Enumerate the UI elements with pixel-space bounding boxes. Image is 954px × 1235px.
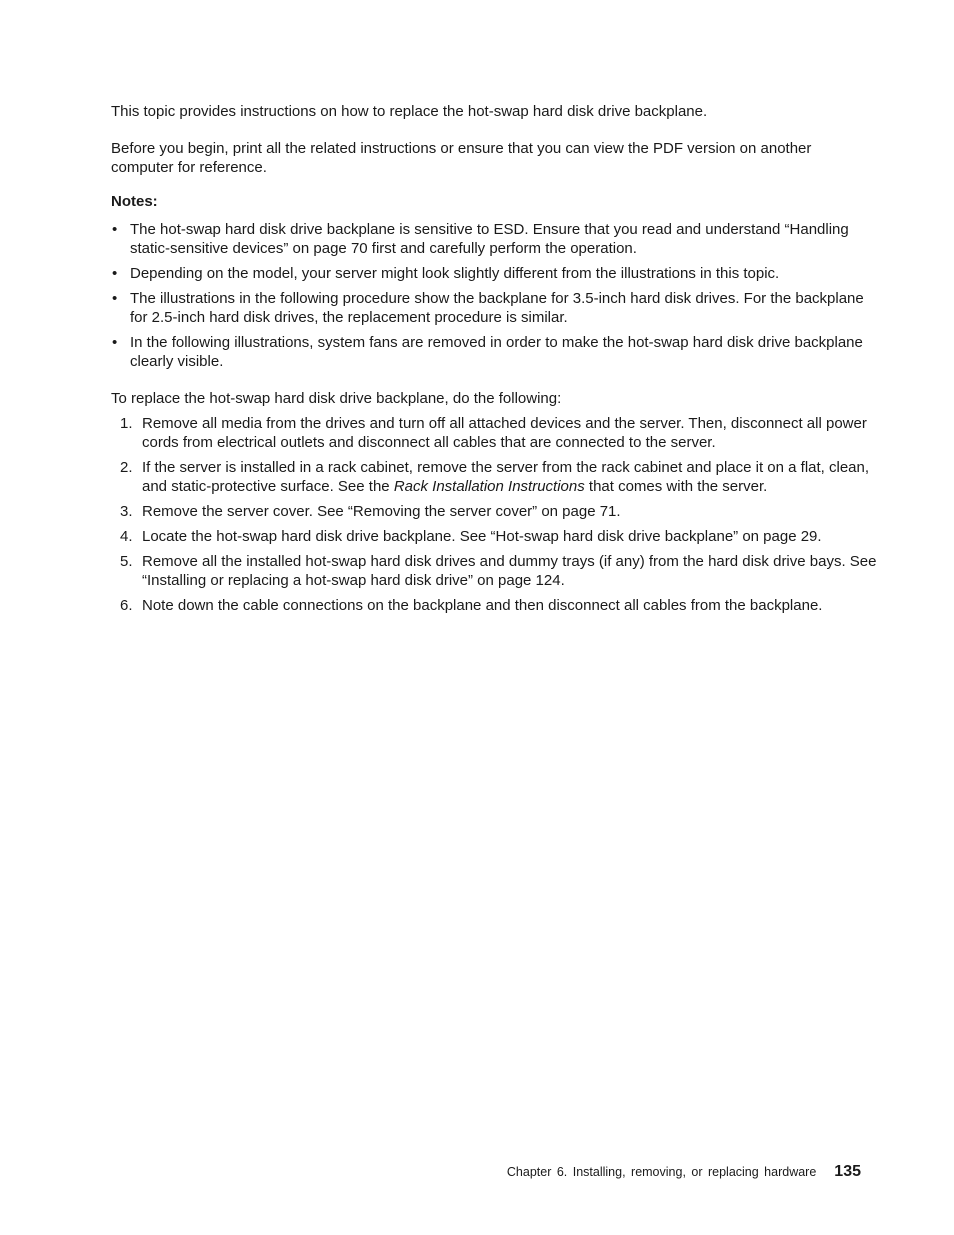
list-item (111, 414, 881, 452)
step-text-before: If the server is installed in a rack cabinet, remove the server from the rack cabinet and place it on a flat, clean, and static-protective surface. See the (142, 459, 870, 495)
intro-paragraph: This topic provides instructions on how to replace the hot-swap hard disk drive backplane. (111, 103, 708, 120)
step-number: 1. (120, 415, 133, 432)
list-item (111, 552, 881, 590)
bullet-icon: • (112, 265, 118, 282)
list-item (111, 220, 871, 258)
step-text-after: that comes with the server. (584, 478, 768, 495)
note-text: In the following illustrations, system fans are removed in order to make the hot-swap hard disk drive backplane clearly visible. (130, 334, 863, 370)
step-text: Remove the server cover. See “Removing the server cover” on page 71. (142, 503, 621, 520)
list-item (111, 502, 881, 521)
page-number: 135 (834, 1163, 861, 1180)
list-item (111, 333, 871, 371)
list-item (111, 264, 871, 283)
step-text: Note down the cable connections on the backplane and then disconnect all cables from the backplane. (142, 597, 823, 614)
page-footer (507, 1162, 861, 1182)
step-number: 4. (120, 528, 133, 545)
step-number: 6. (120, 597, 133, 614)
list-item (111, 527, 881, 546)
list-item (111, 289, 871, 327)
bullet-icon: • (112, 334, 118, 351)
rack-instructions-title: Rack Installation Instructions (393, 478, 585, 495)
note-text: The illustrations in the following procedure show the backplane for 3.5-inch hard disk drives. For the backplane for 2.5-inch hard disk drives, the replacement procedure is similar. (130, 290, 864, 326)
notes-list (111, 220, 871, 377)
procedure-steps (111, 414, 881, 621)
list-item (111, 458, 881, 496)
step-text: Remove all the installed hot-swap hard disk drives and dummy trays (if any) from the hard disk drive bays. See “Installing or replacing a hot-swap hard disk drive” on page 124. (142, 553, 877, 589)
procedure-lead: To replace the hot-swap hard disk drive backplane, do the following: (111, 390, 562, 407)
bullet-icon: • (112, 221, 118, 238)
step-number: 2. (120, 459, 133, 476)
notes-heading: Notes: (111, 193, 158, 210)
chapter-title: Chapter 6. Installing, removing, or replacing hardware (506, 1165, 817, 1179)
list-item (111, 596, 881, 615)
step-text: Remove all media from the drives and turn off all attached devices and the server. Then, disconnect all power cords from electrical outlets and disconnect all cables that are connected to the server. (142, 415, 867, 451)
step-number: 5. (120, 553, 133, 570)
step-text: Locate the hot-swap hard disk drive backplane. See “Hot-swap hard disk drive backplane” on page 29. (142, 528, 822, 545)
before-you-begin-paragraph: Before you begin, print all the related instructions or ensure that you can view the PDF version on another computer for reference. (111, 140, 812, 176)
note-text: Depending on the model, your server might look slightly different from the illustrations in this topic. (130, 265, 780, 282)
step-number: 3. (120, 503, 133, 520)
bullet-icon: • (112, 290, 118, 307)
note-text: The hot-swap hard disk drive backplane is sensitive to ESD. Ensure that you read and understand “Handling static-sensitive devices” on page 70 first and carefully perform the operation. (130, 221, 849, 257)
